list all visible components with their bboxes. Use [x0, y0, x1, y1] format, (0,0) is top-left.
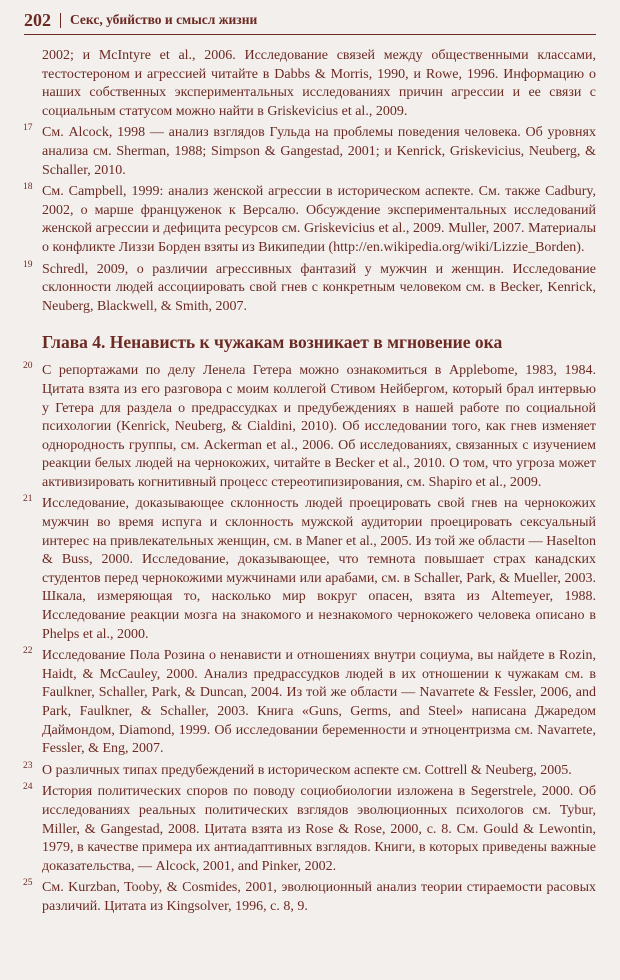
endnote-number: 20 [23, 361, 33, 372]
header-divider [60, 13, 61, 28]
endnote-text: Исследование, доказывающее склонность людей проецировать свой гнев на чернокожих мужчин во время испуга и склонность мужской аудитории проецировать сексуальный интерес на привлекательных женщин, см. в Maner et al., 2005. Из той же области — Haselton & Buss, 2000. Исследование, доказывающее, что темнота повышает страх канадских студентов перед чернокожими мужчинами или арабами, см. в Schaller, Park, & Mueller, 2003. Шкала, измеряющая то, насколько мир вокруг опасен, взята из Altemeyer, 1988. Исследование реакции мозга на знакомого и незнакомого чернокожего человека описано в Phelps et al., 2000. [42, 496, 596, 642]
endnote [23, 646, 596, 759]
endnote-text: Schredl, 2009, о различии агрессивных фантазий у мужчин и женщин. Исследование склонности людей ассоциировать свой гнев с конкретным человеком см. в Becker, Kenrick, Neuberg, Blackwell, & Smith, 2007. [42, 261, 596, 314]
endnote [23, 182, 596, 257]
page-number: 202 [24, 10, 51, 30]
endnote-text: Исследование Пола Розина о ненависти и отношениях внутри социума, вы найдете в Rozin, Haidt, & McCauley, 2000. Анализ предрассудков людей в их отношении к чужакам см. в Faulkner, Schaller, Park, & Duncan, 2004. Из той же области — Navarrete & Fessler, 2006, and Park, Faulkner, & Schaller, 2003. Книга «Guns, Germs, and Steel» написана Джаредом Даймондом, Diamond, 1999. Об исследовании беременности и этноцентризма см. Navarrete, Fessler, & Eng, 2007. [42, 648, 596, 757]
endnote-number: 22 [23, 646, 33, 657]
endnote [23, 782, 596, 876]
endnote [23, 361, 596, 492]
endnote-number: 24 [23, 782, 33, 793]
endnote-text: См. Campbell, 1999: анализ женской агрессии в историческом аспекте. См. также Cadbury, 2002, о марше француженок к Версалю. Обсуждение экспериментальных исследований женской агрессии и дефицита ресурсов см. Griskevicius et al., 2009. Muller, 2007. Материалы о конфликте Лиззи Борден взяты из Википедии (http://en.wikipedia.org/wiki/Lizzie_Borden). [42, 184, 596, 255]
endnote-text: История политических споров по поводу социобиологии изложена в Segerstrele, 2000. Об исследованиях реальных политических взглядов эволюционных психологов см. Tybur, Miller, & Gangestad, 2008. Цитата взята из Rose & Rose, 2000, с. 8. См. Gould & Lewontin, 1979, в качестве примера их антиадаптивных взглядов. Книги, в которых приведены важные доказательства, — Alcock, 2001, and Pinker, 2002. [42, 784, 596, 874]
chapter-heading: Глава 4. Ненависть к чужакам возникает в мгновение ока [42, 332, 503, 353]
endnote-number: 19 [23, 259, 33, 270]
endnote-text: См. Alcock, 1998 — анализ взглядов Гульда на проблемы поведения человека. Об уровнях анализа см. Sherman, 1988; Simpson & Gangestad, 2001; и Kenrick, Griskevicius, Neuberg, & Schaller, 2010. [42, 125, 596, 178]
endnote [23, 494, 596, 644]
header-rule [24, 34, 596, 35]
endnote-text: 2002; и McIntyre et al., 2006. Исследование связей между общественными классами, тестостероном и агрессией читайте в Dabbs & Morris, 1990, и Rowe, 1996. Информацию о наших собственных экспериментальных исследованиях причин агрессии и ее связи с социальным статусом можно найти в Griskevicius et al., 2009. [42, 48, 596, 119]
page-header [24, 8, 596, 33]
endnote [23, 259, 596, 317]
endnotes-content [24, 47, 596, 917]
running-title: Секс, убийство и смысл жизни [70, 12, 258, 27]
endnote-number: 25 [23, 878, 33, 889]
endnote-number: 17 [23, 123, 33, 134]
endnote-number: 23 [23, 760, 33, 771]
endnote-number: 18 [23, 182, 33, 193]
endnote [23, 123, 596, 180]
endnote [42, 47, 596, 121]
endnote-text: О различных типах предубеждений в историческом аспекте см. Cottrell & Neuberg, 2005. [42, 762, 572, 778]
endnote-text: С репортажами по делу Ленела Гетера можно ознакомиться в Applebome, 1983, 1984. Цитата взята из его разговора с моим коллегой Стивом Нейбергом, который брал интервью у Гетера для раздела о предрассудках и предубеждениях в нашей работе по социальной психологии (Kenrick, Neuberg, & Cialdini, 2010). Об исследовании того, как гнев изменяет однородность группы, см. Ackerman et al., 2006. Об исследованиях, связанных с изучением реакции белых людей на чернокожих, читайте в Becker et al., 2010. О том, что угроза может активизировать когнитивный процесс стереотипизирования, см. Shapiro et al., 2009. [42, 363, 596, 490]
endnote [23, 760, 596, 781]
endnote-number: 21 [23, 494, 33, 505]
endnote [23, 878, 596, 916]
endnote-text: См. Kurzban, Tooby, & Cosmides, 2001, эволюционный анализ теории стираемости расовых различий. Цитата из Kingsolver, 1996, с. 8, 9. [42, 880, 596, 914]
